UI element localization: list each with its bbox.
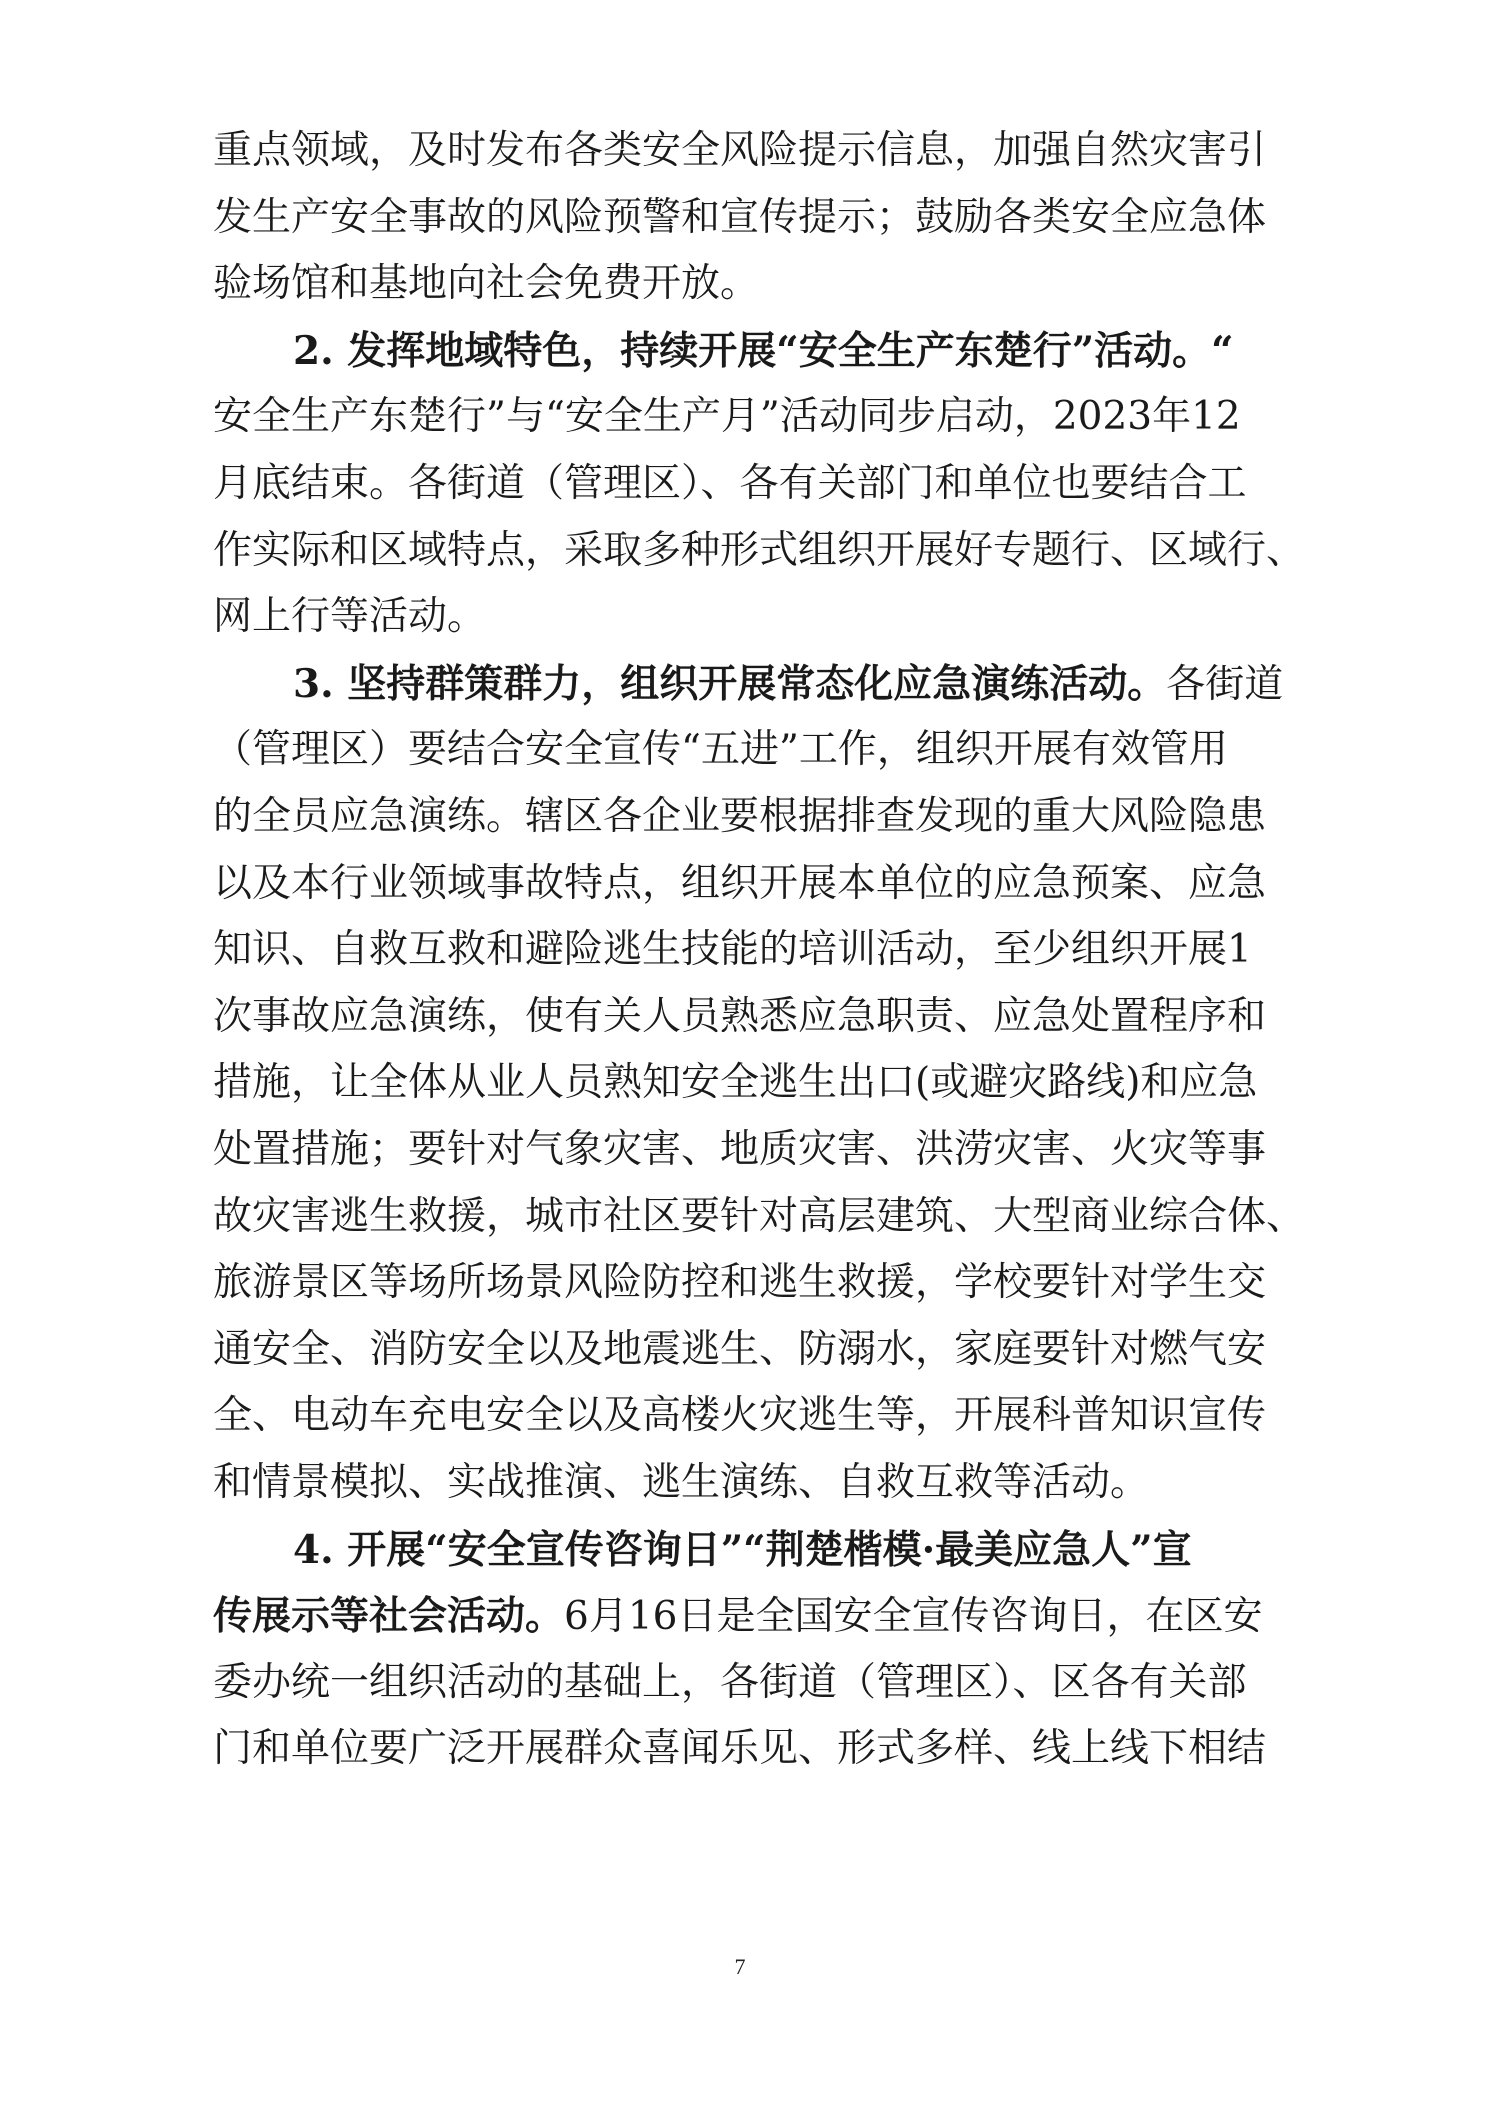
text-line [213,118,1266,184]
text-line [213,1317,1266,1383]
body-text-run: 全、电动车充电安全以及高楼火灾逃生等，开展科普知识宣传 [213,1393,1267,1438]
text-line [213,451,1247,517]
text-line [213,1117,1266,1183]
body-text-run: 月底结束。各街道（管理区）、各有关部门和单位也要结合工 [213,461,1247,506]
text-line [213,518,1305,584]
text-line [213,851,1266,917]
text-line [293,651,1283,717]
body-text-run: 发生产安全事故的风险预警和宣传提示；鼓励各类安全应急体 [213,195,1267,240]
bold-heading-text: 3. 坚持群策群力，组织开展常态化应急演练活动。 [293,661,1167,707]
text-line [213,1716,1266,1782]
body-text-run: 门和单位要广泛开展群众喜闻乐见、形式多样、线上线下相结 [213,1726,1267,1771]
body-text-run: 和情景模拟、实战推演、逃生演练、自救互救等活动。 [213,1460,1150,1505]
text-line [213,1650,1247,1716]
text-line [213,1583,1262,1649]
body-text-run: 各街道 [1166,662,1284,707]
text-line [213,917,1252,983]
body-text-run: 故灾害逃生救援，城市社区要针对高层建筑、大型商业综合体、 [213,1194,1306,1239]
body-text-run: 旅游景区等场所场景风险防控和逃生救援，学校要针对学生交 [213,1260,1267,1305]
body-text-run: 作实际和区域特点，采取多种形式组织开展好专题行、区域行、 [213,528,1306,573]
text-line [213,1050,1257,1116]
body-text-run: 6月16日是全国安全宣传咨询日，在区安 [564,1594,1263,1639]
text-line [213,384,1241,450]
body-text-run: 验场馆和基地向社会免费开放。 [213,261,760,306]
text-line [213,784,1266,850]
text-line [213,584,486,650]
body-text-run: 措施，让全体从业人员熟知安全逃生出口(或避灾路线)和应急 [213,1060,1258,1105]
body-text-run: 安全生产东楚行”与“安全生产月”活动同步启动，2023年12 [213,394,1241,439]
text-line [213,717,1228,783]
body-text-run: 以及本行业领域事故特点，组织开展本单位的应急预案、应急 [213,861,1267,906]
text-line [213,1450,1149,1516]
bold-heading-text: 4. 开展“安全宣传咨询日”“荆楚楷模·最美应急人”宣 [293,1527,1192,1573]
body-text-run: 处置措施；要针对气象灾害、地质灾害、洪涝灾害、火灾等事 [213,1127,1267,1172]
text-line [213,251,759,317]
body-text-run: 重点领域，及时发布各类安全风险提示信息，加强自然灾害引 [213,128,1267,173]
bold-heading-text: 2. 发挥地域特色，持续开展“安全生产东楚行”活动。“ [293,328,1234,374]
body-text-run: 委办统一组织活动的基础上，各街道（管理区）、区各有关部 [213,1660,1247,1705]
body-text-run: （管理区）要结合安全宣传“五进”工作，组织开展有效管用 [213,727,1228,772]
text-line [213,1250,1266,1316]
bold-heading-text: 传展示等社会活动。 [213,1593,565,1639]
body-text-run: 通安全、消防安全以及地震逃生、防溺水，家庭要针对燃气安 [213,1327,1267,1372]
text-line [213,1184,1305,1250]
page-number: 7 [734,1954,746,1979]
text-line [293,318,1234,384]
text-line [213,185,1266,251]
body-text-run: 网上行等活动。 [213,594,487,639]
text-line [213,1383,1266,1449]
text-line [213,984,1266,1050]
body-text-run: 的全员应急演练。辖区各企业要根据排查发现的重大风险隐患 [213,794,1267,839]
text-line [293,1517,1192,1583]
body-text-run: 次事故应急演练，使有关人员熟悉应急职责、应急处置程序和 [213,994,1267,1039]
body-text-run: 知识、自救互救和避险逃生技能的培训活动，至少组织开展1 [213,927,1252,972]
